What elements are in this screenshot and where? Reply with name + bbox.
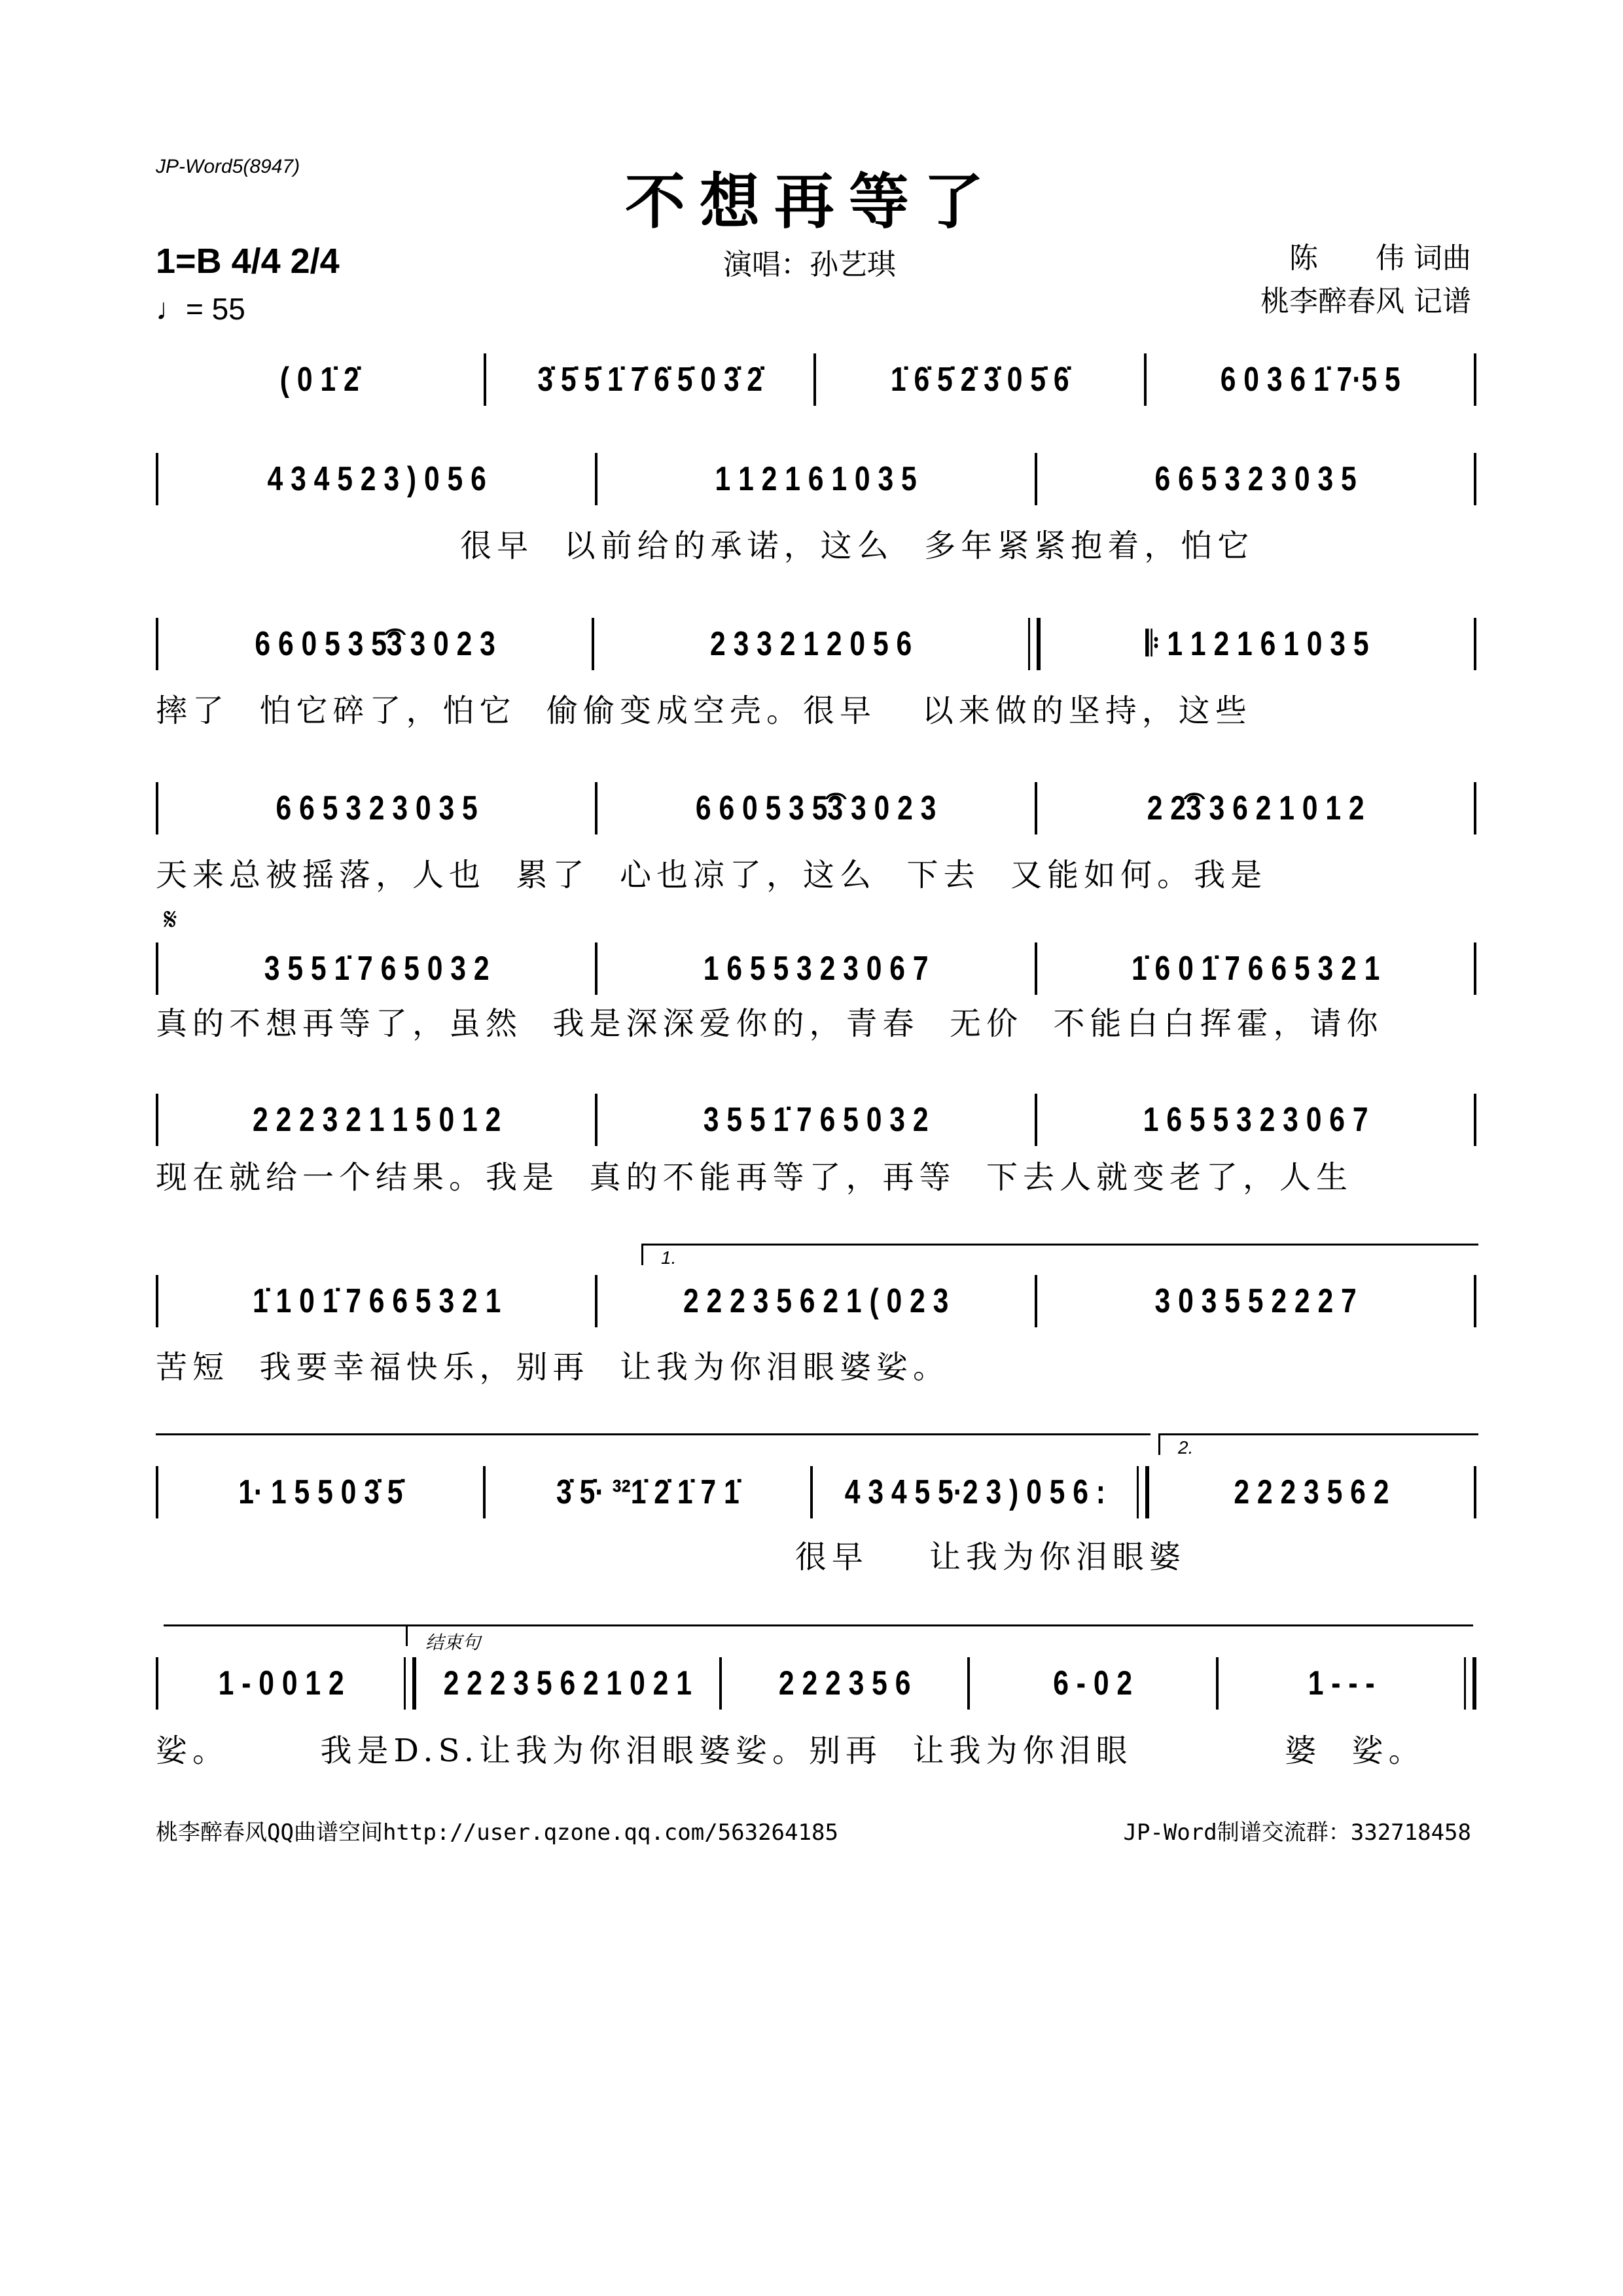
- measure: 1· 1 5 5 0 3̇ 5̇: [238, 1473, 403, 1511]
- measure: 2 2 2 3 2 1 1 5 0 1 2: [252, 1101, 501, 1139]
- bar-line: [1474, 353, 1476, 406]
- music-row: [156, 1278, 1476, 1324]
- measure: 2 2͡3 3 6 2 1 0 1 2: [1147, 789, 1364, 827]
- tempo-mark: ♩= 55: [156, 292, 245, 326]
- bar-line: [1474, 618, 1476, 670]
- bar-line: [156, 453, 158, 505]
- measure: 3 5 5 1̇ 7 6 5 0 3 2: [704, 1101, 929, 1139]
- bar-line: [810, 1466, 813, 1518]
- music-row: [156, 1660, 1476, 1706]
- bar-line: [1474, 453, 1476, 505]
- bar-line: [595, 782, 597, 834]
- measure: 3̇ 5̇ 5̇ 1̇ 7̇ 6̇ 5̇ 0 3̇ 2̇: [537, 361, 762, 399]
- bar-line: [1137, 1466, 1149, 1518]
- volta-bracket: [406, 1624, 1473, 1646]
- bar-line: [595, 453, 597, 505]
- measure: 2 3 3 2 1 2 0 5 6: [710, 625, 912, 663]
- bar-line: [1035, 1094, 1037, 1146]
- credits: [1260, 237, 1471, 323]
- bar-line: [484, 353, 486, 406]
- measure: 4 3 4 5 2 3 ) 0 5 6: [267, 460, 486, 498]
- lyrics-line: 很早 以前给的承诺，这么 多年紧紧抱着，怕它: [156, 528, 1255, 564]
- volta-label: 结束句: [425, 1632, 481, 1653]
- measure: 1 6 5 5 3 2 3 0 6 7: [704, 950, 929, 988]
- measure: 2 2 2 3 5 6 2: [1234, 1473, 1389, 1511]
- music-row: [156, 785, 1476, 831]
- bar-line: [1035, 942, 1037, 995]
- lyrics-line: 摔了 怕它碎了，怕它 偷偷变成空壳。很早 以来做的坚持，这些: [156, 692, 1252, 729]
- volta-label: 1.: [661, 1247, 677, 1268]
- key-signature: 1=B 4/4 2/4: [156, 242, 340, 281]
- bar-line: [813, 353, 816, 406]
- bar-line: [592, 618, 594, 670]
- bar-line: [595, 942, 597, 995]
- volta-continuation: [156, 1433, 1150, 1435]
- lyrics-line: 娑。 我是D.S.让我为你泪眼婆娑。别再 让我为你泪眼 婆 娑。: [156, 1732, 1425, 1769]
- lyrics-line: 很早 让我为你泪眼婆: [156, 1539, 1186, 1575]
- bar-line: [1474, 1275, 1476, 1327]
- bar-line: [156, 1657, 158, 1710]
- lyrics-line: 苦短 我要幸福快乐，别再 让我为你泪眼婆娑。: [156, 1349, 950, 1386]
- lyrics-line: 现在就给一个结果。我是 真的不能再等了，再等 下去人就变老了，人生: [156, 1159, 1353, 1196]
- measure: 3̇ 5̇· ³²1̇ 2̇ 1̇ 7 1̇: [556, 1473, 740, 1511]
- music-row: [156, 357, 1476, 403]
- music-row: [156, 1097, 1476, 1143]
- lyrics-line: 天来总被摇落，人也 累了 心也凉了，这么 下去 又能如何。我是: [156, 857, 1268, 893]
- measure: 2 2 2 3 5 6 2 1 0 2 1: [443, 1664, 692, 1702]
- lyrics-line: 真的不想再等了，虽然 我是深深爱你的，青春 无价 不能白白挥霍，请你: [156, 1005, 1383, 1042]
- measure: 1 - 0 0 1 2: [218, 1664, 344, 1702]
- bar-line: [1474, 782, 1476, 834]
- measure: 𝄆 1 1 2 1 6 1 0 3 5: [1145, 624, 1369, 663]
- segno-sign: 𝄋: [164, 903, 177, 937]
- bar-line: [404, 1657, 416, 1710]
- bar-line: [595, 1094, 597, 1146]
- bar-line: [483, 1466, 486, 1518]
- footer-left: 桃李醉春风QQ曲谱空间http://user.qzone.qq.com/563264185: [156, 1820, 838, 1846]
- music-row: [156, 621, 1476, 667]
- software-label: JP-Word5(8947): [156, 156, 300, 177]
- measure: ( 0 1̇ 2̇: [279, 361, 359, 399]
- measure: 6 - 0 2: [1053, 1664, 1133, 1702]
- volta-label: 2.: [1178, 1437, 1194, 1458]
- volta-bracket: [641, 1244, 1478, 1265]
- measure: 1̇ 6 0 1̇ 7 6 6 5 3 2 1: [1131, 950, 1380, 988]
- measure: 1 1 2 1 6 1 0 3 5: [715, 460, 918, 498]
- bar-line: [1028, 618, 1041, 670]
- page-title: 不想再等了: [624, 166, 998, 237]
- measure: 6 6 5 3 2 3 0 3 5: [1154, 460, 1357, 498]
- volta-bracket: [1158, 1433, 1478, 1455]
- measure: 3 5 5 1̇ 7 6 5 0 3 2: [264, 950, 490, 988]
- measure: 1 6 5 5 3 2 3 0 6 7: [1143, 1101, 1368, 1139]
- measure: 6 6 0 5 3 5͡3 3 0 2 3: [696, 789, 936, 827]
- bar-line: [1035, 1275, 1037, 1327]
- bar-line: [156, 782, 158, 834]
- composer: 陈 伟 词曲: [1289, 242, 1471, 275]
- bar-line: [156, 1466, 158, 1518]
- bar-line: [156, 1275, 158, 1327]
- measure: 6 0 3 6 1̇ 7·5 5: [1220, 361, 1400, 399]
- measure: 1 - - -: [1308, 1664, 1375, 1702]
- measure: 1̇ 1 0 1̇ 7 6 6 5 3 2 1: [252, 1282, 501, 1320]
- measure: 2 2 2 3 5 6 2 1 ( 0 2 3: [683, 1282, 949, 1320]
- bar-line: [156, 1094, 158, 1146]
- bar-line: [156, 942, 158, 995]
- music-row: [156, 1469, 1476, 1515]
- bar-line: [1144, 353, 1147, 406]
- bar-line: [1474, 1466, 1476, 1518]
- singer: 演唱：孙艺琪: [723, 248, 896, 281]
- bar-line: [967, 1657, 970, 1710]
- measure: 4 3 4 5 5·2 3 ) 0 5 6 :: [844, 1473, 1105, 1511]
- bar-line: [1035, 453, 1037, 505]
- bar-line: [1035, 782, 1037, 834]
- footer-right: JP-Word制谱交流群：332718458: [1123, 1820, 1471, 1846]
- bar-line: [156, 618, 158, 670]
- music-row: [156, 946, 1476, 992]
- measure: 2 2 2 3 5 6: [778, 1664, 911, 1702]
- measure: 6 6 0 5 3 5͡3 3 0 2 3: [255, 625, 495, 663]
- measure: 3 0 3 5 5 2 2 2 7: [1154, 1282, 1357, 1320]
- bar-line: [1464, 1657, 1476, 1710]
- bar-line: [1474, 942, 1476, 995]
- bar-line: [719, 1657, 722, 1710]
- volta-continuation: [164, 1624, 406, 1626]
- measure: 6 6 5 3 2 3 0 3 5: [276, 789, 478, 827]
- transcriber: 桃李醉春风 记谱: [1260, 285, 1471, 318]
- music-row: [156, 456, 1476, 502]
- bar-line: [1474, 1094, 1476, 1146]
- bar-line: [1216, 1657, 1219, 1710]
- measure: 1̇ 6̇ 5̇ 2̇ 3̇ 0 5̇ 6̇: [890, 361, 1069, 399]
- bar-line: [595, 1275, 597, 1327]
